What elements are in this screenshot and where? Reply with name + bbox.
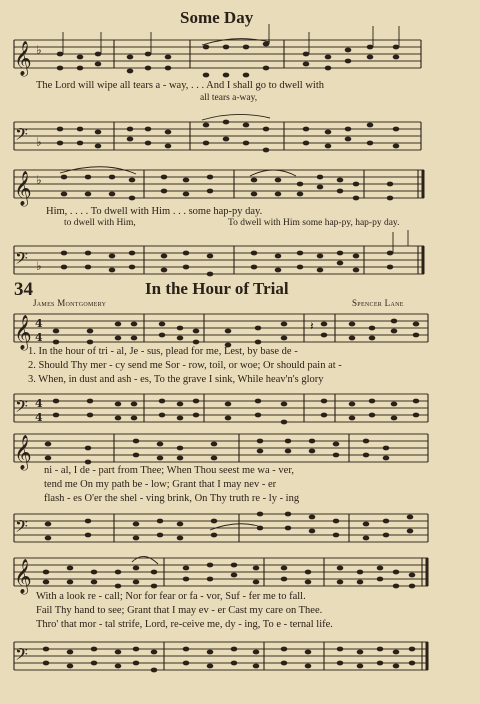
- lyric-verse-2: Fail Thy hand to see; Grant that I may ev - er Cast my care on Thee.: [36, 605, 323, 616]
- music-staff-bass: [14, 392, 432, 426]
- lyric-verse-1: 1. In the hour of tri - al, Je - sus, plead for me, Lest, by base de -: [28, 346, 298, 357]
- lyric-echo: all tears a-way,: [200, 93, 258, 103]
- words-credit: James Montgomery: [33, 298, 107, 308]
- svg-text:♭: ♭: [36, 173, 42, 187]
- lyric-verse-1: ni - al, I de - part from Thee; When Thou seest me wa - ver,: [44, 465, 295, 476]
- svg-text:4: 4: [35, 397, 43, 410]
- svg-text:𝄞: 𝄞: [14, 171, 32, 206]
- svg-text:𝄞: 𝄞: [14, 41, 32, 76]
- svg-text:4: 4: [35, 411, 43, 424]
- music-staff-treble: [14, 556, 432, 594]
- svg-text:𝄢: 𝄢: [15, 248, 28, 272]
- music-staff-treble: [14, 432, 432, 470]
- music-staff-bass: [14, 640, 432, 674]
- lyric-verse-3: flash - es O'er the shel - ving brink, On Thy truth re - ly - ing: [44, 493, 300, 504]
- lyric-verse-1: With a look re - call; Nor for fear or fa - vor, Suf - fer me to fall.: [36, 591, 306, 602]
- lyric-verse-3: Thro' that mor - tal strife, Lord, re-ceive me, dy - ing, To e - ternal life.: [36, 619, 333, 630]
- hymn-number: 34: [14, 279, 33, 300]
- svg-text:𝄢: 𝄢: [15, 124, 28, 148]
- svg-text:𝄢: 𝄢: [15, 644, 28, 668]
- svg-text:𝄞: 𝄞: [14, 315, 32, 350]
- svg-text:𝄢: 𝄢: [15, 516, 28, 540]
- music-staff-bass: [14, 120, 422, 156]
- svg-text:4: 4: [35, 331, 43, 344]
- lyric-verse-2: 2. Should Thy mer - cy send me Sor - row, toil, or woe; Or should pain at -: [28, 360, 342, 371]
- music-staff-bass: [14, 244, 426, 280]
- lyric-echo: to dwell with Him,: [64, 218, 136, 228]
- music-staff-treble: [14, 168, 426, 204]
- lyric-line: The Lord will wipe all tears a - way, . . . And I shall go to dwell with: [36, 80, 325, 91]
- hymn-title: In the Hour of Trial: [145, 279, 289, 298]
- svg-text:𝄞: 𝄞: [14, 559, 32, 594]
- lyric-verse-2: tend me On my path be - low; Grant that I may nev - er: [44, 479, 277, 490]
- hymn-title: Some Day: [180, 8, 254, 27]
- svg-text:4: 4: [35, 317, 43, 330]
- svg-text:𝄽: 𝄽: [310, 319, 314, 333]
- music-staff-treble: [14, 312, 432, 350]
- svg-text:♭: ♭: [36, 43, 42, 57]
- music-staff-bass: [14, 512, 432, 546]
- svg-text:♭: ♭: [36, 135, 42, 149]
- lyric-echo: To dwell with Him some hap-py, hap-py day.: [228, 218, 400, 228]
- svg-text:𝄞: 𝄞: [14, 435, 32, 470]
- svg-text:♭: ♭: [36, 259, 42, 273]
- music-credit: Spencer Lane: [352, 298, 404, 308]
- lyric-verse-3: 3. When, in dust and ash - es, To the grave I sink, While heav'n's glory: [28, 374, 324, 385]
- music-staff-treble: [14, 38, 422, 82]
- lyric-line: Him, . . . . To dwell with Him . . . some hap-py day.: [46, 206, 263, 217]
- svg-text:𝄢: 𝄢: [15, 396, 28, 420]
